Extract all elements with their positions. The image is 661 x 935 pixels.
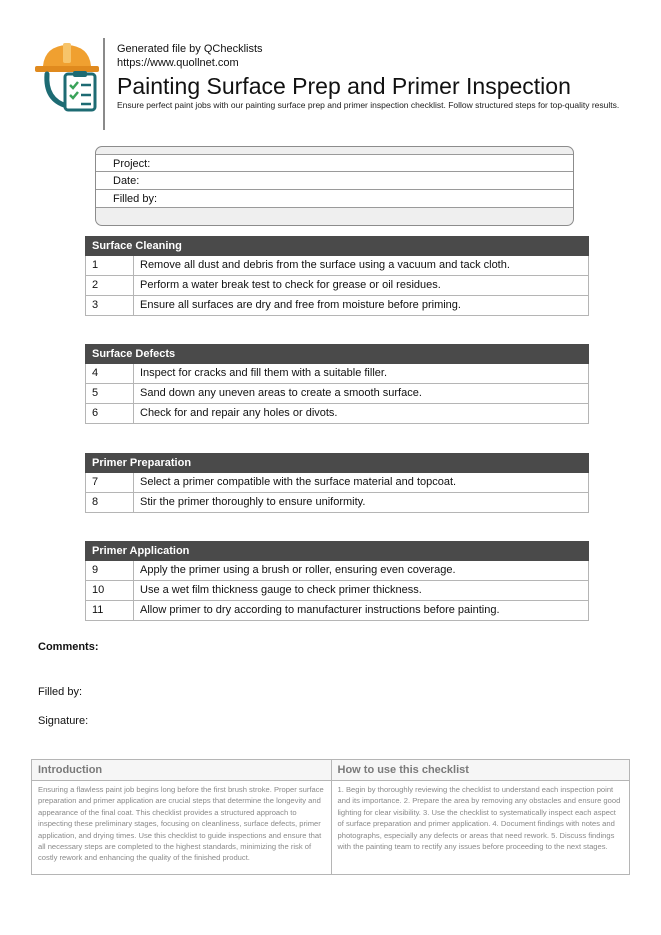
- item-number: 6: [86, 404, 134, 423]
- item-text: Perform a water break test to check for grease or oil residues.: [140, 279, 441, 291]
- item-text: Sand down any uneven areas to create a smooth surface.: [140, 387, 422, 399]
- item-number: 11: [86, 601, 134, 620]
- checklist-row[interactable]: [85, 601, 589, 621]
- comments-label: Comments:: [38, 641, 99, 653]
- document-header: [33, 36, 633, 130]
- checklist-row[interactable]: [85, 256, 589, 276]
- section-header: Primer Preparation: [85, 453, 589, 473]
- item-number: 10: [86, 581, 134, 600]
- item-number: 3: [86, 296, 134, 315]
- checklist-row[interactable]: [85, 364, 589, 384]
- checklist-row[interactable]: [85, 404, 589, 424]
- item-number: 5: [86, 384, 134, 403]
- item-text: Stir the primer thoroughly to ensure uniformity.: [140, 496, 366, 508]
- info-panel: [31, 759, 630, 875]
- item-text: Allow primer to dry according to manufacturer instructions before painting.: [140, 604, 500, 616]
- item-number: 8: [86, 493, 134, 512]
- how-to-column: [331, 760, 630, 874]
- signature-label: Signature:: [38, 715, 89, 727]
- section-header: Surface Defects: [85, 344, 589, 364]
- page-subtitle: Ensure perfect paint jobs with our painting surface prep and primer inspection checklist. Follow structured steps for top-quality results.: [117, 100, 620, 110]
- source-url[interactable]: https://www.quollnet.com: [117, 57, 239, 69]
- hardhat-checklist-icon: [33, 40, 103, 112]
- section-primer-preparation: [85, 453, 589, 513]
- date-field[interactable]: Date:: [96, 172, 573, 190]
- item-number: 7: [86, 473, 134, 492]
- item-number: 9: [86, 561, 134, 580]
- item-number: 2: [86, 276, 134, 295]
- project-field[interactable]: Project:: [96, 154, 573, 172]
- section-header: Primer Application: [85, 541, 589, 561]
- item-number: 4: [86, 364, 134, 383]
- introduction-text: Ensuring a flawless paint job begins long before the first brush stroke. Proper surface preparation and primer application are crucial steps that determine the longevity and appearance of the final coat. This checklist provides a structured approach to inspecting these preliminary stages, focusing on cleanliness, surface defects, primer application, and drying times. Use this checklist to guide inspections and ensure that all necessary steps are completed to the highest standards, minimizing the risk of costly rework and enhancing the quality of the finished product.: [38, 785, 324, 863]
- introduction-title: Introduction: [32, 760, 331, 781]
- section-surface-cleaning: [85, 236, 589, 316]
- checklist-row[interactable]: [85, 581, 589, 601]
- filled-by-field[interactable]: Filled by:: [96, 190, 573, 208]
- checklist-row[interactable]: [85, 296, 589, 316]
- section-header: Surface Cleaning: [85, 236, 589, 256]
- checklist-row[interactable]: [85, 473, 589, 493]
- item-number: 1: [86, 256, 134, 275]
- checklist-row[interactable]: [85, 493, 589, 513]
- how-to-text: 1. Begin by thoroughly reviewing the checklist to understand each inspection point and its importance. 2. Prepare the area by removing any obstacles and ensure good lighting for clear visibility. 3. Use the checklist to systematically inspect each aspect of surface preparation and primer application. 4. Document findings with notes and photographs, especially any defects or areas that need rework. 5. Discuss findings with the painting team to rectify any issues before proceeding to the next stages.: [337, 785, 621, 852]
- checklist-row[interactable]: [85, 384, 589, 404]
- item-text: Remove all dust and debris from the surface using a vacuum and tack cloth.: [140, 259, 510, 271]
- how-to-title: How to use this checklist: [332, 760, 630, 781]
- section-primer-application: [85, 541, 589, 621]
- item-text: Check for and repair any holes or divots.: [140, 407, 338, 419]
- item-text: Inspect for cracks and fill them with a suitable filler.: [140, 367, 387, 379]
- introduction-column: [32, 760, 331, 874]
- item-text: Apply the primer using a brush or roller, ensuring even coverage.: [140, 564, 456, 576]
- section-surface-defects: [85, 344, 589, 424]
- header-divider: [103, 38, 105, 130]
- generator-info: [117, 42, 263, 70]
- project-info-box: [95, 146, 574, 226]
- page-title: Painting Surface Prep and Primer Inspection: [117, 73, 571, 99]
- checklist-row[interactable]: [85, 276, 589, 296]
- checklist-row[interactable]: [85, 561, 589, 581]
- item-text: Select a primer compatible with the surface material and topcoat.: [140, 476, 457, 488]
- generated-line: Generated file by QChecklists: [117, 43, 263, 55]
- item-text: Ensure all surfaces are dry and free from moisture before priming.: [140, 299, 461, 311]
- item-text: Use a wet film thickness gauge to check primer thickness.: [140, 584, 422, 596]
- filled-by-label: Filled by:: [38, 686, 83, 698]
